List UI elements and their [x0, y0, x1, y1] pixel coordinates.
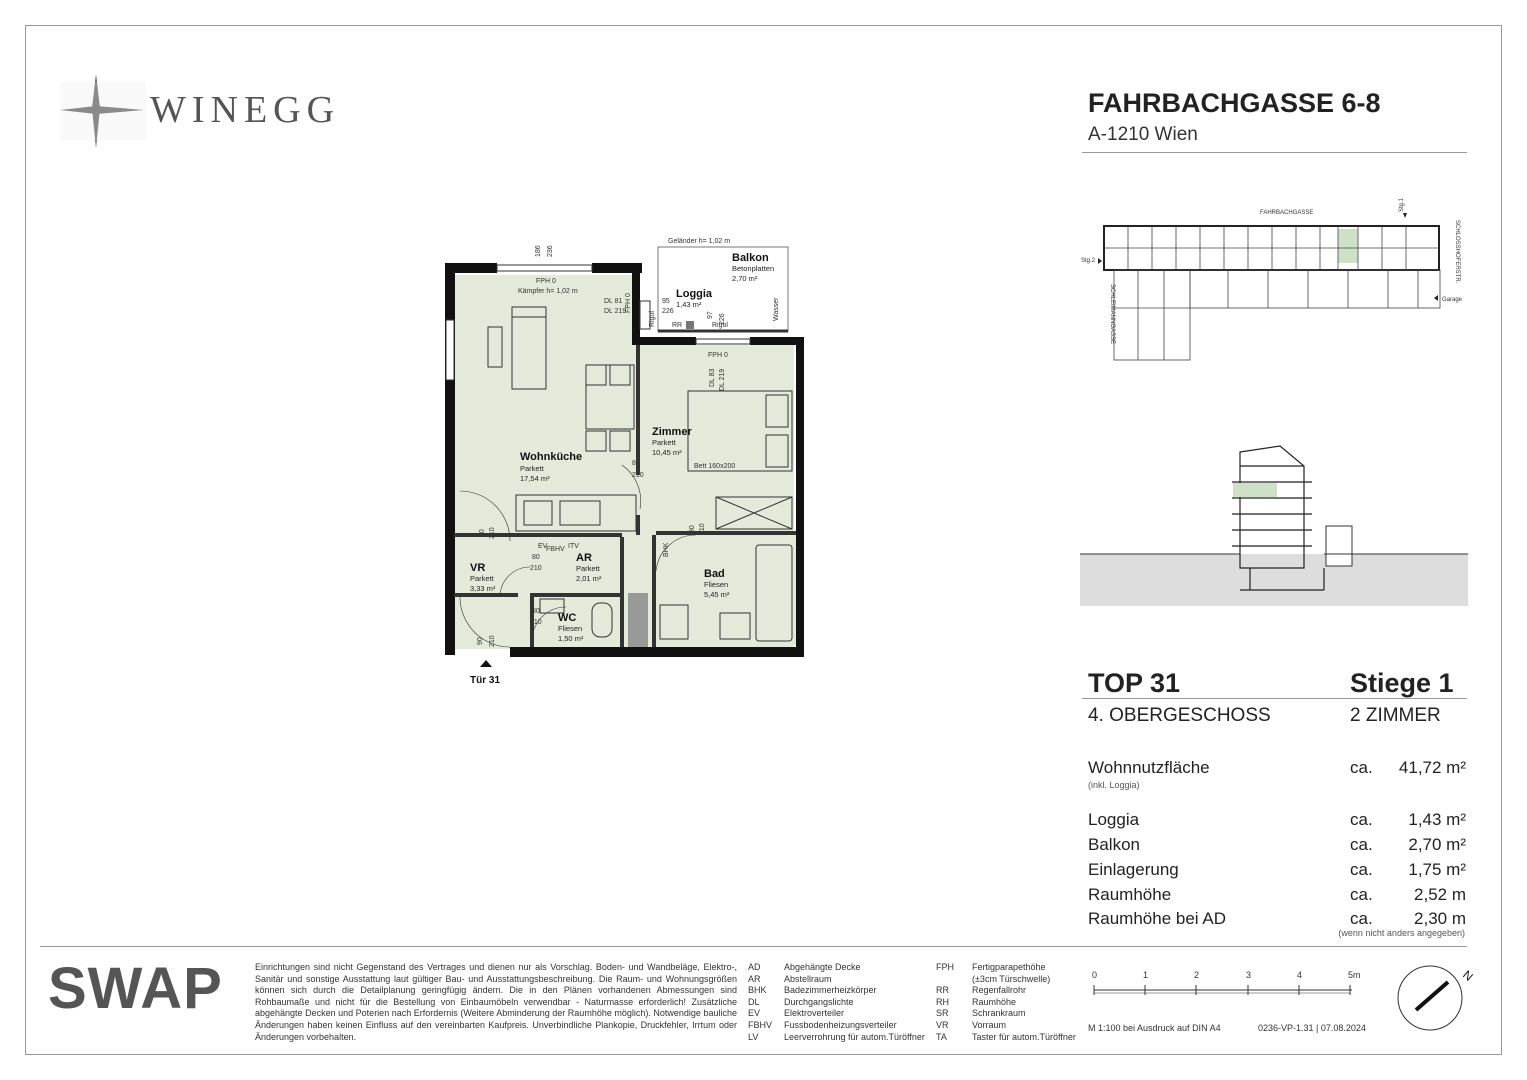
unit-divider: [1082, 698, 1467, 699]
label-dl81: DL 81: [604, 298, 623, 305]
room-ar-floor: Parkett: [576, 564, 600, 573]
area-label: Raumhöhe: [1088, 885, 1172, 904]
room-vr-area: 3,33 m²: [470, 584, 496, 593]
area-ca: ca.: [1350, 810, 1373, 829]
legend-item: AD Abgehängte Decke: [748, 962, 861, 972]
swap-logo: SWAP: [48, 956, 223, 1021]
legend-item: SR Schrankraum: [936, 1008, 1026, 1019]
area-value: 2,52 m: [1414, 885, 1466, 904]
area-ca: ca.: [1350, 758, 1373, 777]
area-label: Einlagerung: [1088, 860, 1179, 879]
unit-rooms: 2 ZIMMER: [1350, 705, 1441, 726]
site-street-right: SCHLOSSHOFERSTR.: [1454, 220, 1460, 284]
label-d210b: 210: [489, 527, 496, 539]
site-street-top: FAHRBACHGASSE: [1260, 210, 1314, 216]
site-plan: [1078, 198, 1470, 368]
label-d95: 95: [662, 298, 670, 305]
area-value: 2,70 m²: [1408, 835, 1466, 854]
legend-item: FBHV Fussbodenheizungsverteiler: [748, 1019, 897, 1030]
floor-plan: [440, 215, 820, 695]
disclaimer-text: Einrichtungen sind nicht Gegenstand des Vertrages und dienen nur als Vorschlag. Boden- und Wandbeläge, Elektro-, Sanitär und sonstige Ausstattung laut gültiger Bau- und Ausstattungsbeschreibung. Die Raum- und Wohnungsgrößen können sich durch die Detailplanung geringfügig ändern. Die in den Plänen vorhandenen Abmessungen sind Rohbaumaße und nicht für die Bestellung von Einbaumöbeln verwendbar - Naturmasse erforderlich! Zusätzliche abgehängte Decken und Poterien nach Erfordernis (Weitere Abminderung der Raumhöhe möglich). Notwendige bauliche Änderungen haben keinen Einfluss auf den vereinbarten Kaufpreis. Unverbindliche Plankopie, Druckfehler, Irrtum oder Änderungen vorbehalten.: [255, 962, 737, 1042]
legend-right: [936, 962, 1086, 1043]
legend-item: LV Leerverrohrung für autom.Türöffner: [748, 1031, 925, 1042]
label-d186: 186: [535, 245, 542, 257]
label-bett: Bett 160x200: [694, 463, 736, 470]
label-kaempfer: Kämpfer h= 1,02 m: [518, 288, 578, 295]
legend-item: RH Raumhöhe: [936, 996, 1017, 1007]
label-rigol-b: Rigol: [712, 322, 728, 329]
label-d80d: 80: [532, 608, 540, 615]
area-row: [1088, 860, 1468, 884]
label-d80a: 80: [632, 460, 640, 467]
room-loggia-name: Loggia: [676, 288, 713, 300]
room-balkon-name: Balkon: [732, 252, 769, 264]
label-fph0-c: FPH 0: [708, 352, 728, 359]
label-gelaender: Geländer h= 1,02 m: [668, 238, 731, 245]
site-stg2: Stg.2: [1081, 258, 1096, 264]
label-d210c: 210: [530, 565, 542, 572]
room-wc-floor: Fliesen: [558, 624, 583, 633]
area-label: Wohnnutzfläche: [1088, 758, 1210, 777]
area-value: 1,75 m²: [1408, 860, 1466, 879]
label-ev: EV: [538, 543, 548, 550]
area-ca: ca.: [1350, 860, 1373, 879]
label-fbhv: FBHV: [546, 546, 565, 553]
label-bhk: BHK: [663, 542, 670, 557]
header-divider: [1082, 152, 1467, 153]
room-vr-floor: Parkett: [470, 574, 494, 583]
legend-item: EV Elektroverteiler: [748, 1008, 845, 1019]
room-vr-name: VR: [470, 562, 486, 574]
site-street-left: SCHLEIMANNGASSE: [1109, 284, 1115, 345]
room-ar-area: 2,01 m²: [576, 574, 602, 583]
area-value: 2,30 m: [1414, 909, 1466, 928]
label-fph0-a: FPH 0: [536, 278, 556, 285]
label-d226b: 226: [719, 313, 726, 325]
unit-floor: 4. OBERGESCHOSS: [1088, 705, 1271, 726]
area-ca: ca.: [1350, 909, 1373, 928]
area-label: Balkon: [1088, 835, 1140, 854]
area-row: [1088, 885, 1468, 909]
label-d210e: 210: [699, 523, 706, 535]
label-d236: 236: [547, 245, 554, 257]
unit-stiege: Stiege 1: [1350, 668, 1454, 698]
north-arrow-icon: [1396, 962, 1480, 1034]
legend-left: [748, 962, 928, 1043]
area-value: 1,43 m²: [1408, 810, 1466, 829]
building-section: [1080, 438, 1468, 608]
room-bad-floor: Fliesen: [704, 580, 729, 589]
scale-tick-label: 5m: [1348, 970, 1361, 980]
room-wc-area: 1,50 m²: [558, 634, 584, 643]
legend-item: RR Regenfallrohr: [936, 985, 1027, 996]
room-wc-name: WC: [558, 612, 577, 624]
address-title: FAHRBACHGASSE 6-8: [1088, 88, 1381, 118]
label-itv: ITV: [568, 543, 579, 550]
room-bad-area: 5,45 m²: [704, 590, 730, 599]
legend-item: AR Abstellraum: [748, 973, 832, 984]
label-d97: 97: [707, 311, 714, 319]
room-zimmer-name: Zimmer: [652, 426, 692, 438]
label-d80e: 80: [689, 525, 696, 533]
area-row: [1088, 810, 1468, 834]
room-wohnkueche-floor: Parkett: [520, 464, 544, 473]
area-row-wohnnutz: [1088, 758, 1468, 782]
label-tuer: Tür 31: [470, 675, 501, 686]
legend-item: FPH Fertigparapethöhe: [936, 962, 1046, 972]
height-note: (wenn nicht anders angegeben): [1338, 928, 1465, 938]
north-label: N: [1460, 967, 1476, 984]
scale-tick-label: 1: [1143, 970, 1149, 980]
area-value: 41,72 m²: [1398, 758, 1466, 777]
label-d90: 90: [477, 637, 484, 645]
label-d210a: 210: [632, 472, 644, 479]
room-balkon-floor: Betonplatten: [732, 264, 775, 273]
area-ca: ca.: [1350, 835, 1373, 854]
label-rr: RR: [672, 322, 683, 329]
room-wohnkueche-area: 17,54 m²: [520, 474, 550, 483]
legend-item: (±3cm Türschwelle): [972, 973, 1051, 984]
label-d80b: 80: [479, 529, 486, 537]
room-zimmer-floor: Parkett: [652, 438, 676, 447]
winegg-star-icon: [60, 72, 146, 150]
label-dl83: DL 83: [709, 368, 716, 387]
scale-tick-label: 2: [1194, 970, 1200, 980]
label-wasser: Wasser: [773, 297, 780, 321]
footer-divider: [40, 946, 1467, 947]
address-city: A-1210 Wien: [1088, 124, 1198, 145]
legend-item: BHK Badezimmerheizkörper: [748, 985, 877, 996]
legend-item: TA Taster für autom.Türöffner: [936, 1031, 1076, 1042]
area-label: Loggia: [1088, 810, 1140, 829]
room-loggia-area: 1,43 m²: [676, 300, 702, 309]
scale-tick-label: 0: [1092, 970, 1098, 980]
label-d210f: 210: [489, 635, 496, 647]
room-zimmer-area: 10,45 m²: [652, 448, 682, 457]
label-dl219-b: DL 219: [719, 368, 726, 391]
plan-id: 0236-VP-1.31 | 07.08.2024: [1258, 1023, 1366, 1033]
label-d80c: 80: [532, 554, 540, 561]
unit-top: TOP 31: [1088, 668, 1181, 698]
label-fph0-b: FPH 0: [625, 293, 632, 313]
area-note: (inkl. Loggia): [1088, 780, 1140, 790]
label-rigol-a: Rigol: [649, 311, 656, 327]
legend-item: DL Durchgangslichte: [748, 996, 854, 1007]
logo-text: WINEGG: [150, 89, 341, 131]
scale-tick-label: 4: [1297, 970, 1303, 980]
label-d226a: 226: [662, 308, 674, 315]
scale-bar: [1092, 984, 1360, 996]
site-stg1: Stg.1: [1399, 198, 1405, 212]
area-ca: ca.: [1350, 885, 1373, 904]
label-dl219-a: DL 219: [604, 308, 627, 315]
room-ar-name: AR: [576, 552, 592, 564]
legend-item: VR Vorraum: [936, 1019, 1007, 1030]
room-balkon-area: 2,70 m²: [732, 274, 758, 283]
area-label: Raumhöhe bei AD: [1088, 909, 1226, 928]
room-wohnkueche-name: Wohnküche: [520, 451, 583, 463]
scale-note: M 1:100 bei Ausdruck auf DIN A4: [1088, 1023, 1221, 1033]
scale-tick-label: 3: [1246, 970, 1252, 980]
site-garage: Garage: [1442, 297, 1463, 303]
room-bad-name: Bad: [704, 568, 725, 580]
label-d210d: 210: [530, 619, 542, 626]
area-row: [1088, 835, 1468, 859]
